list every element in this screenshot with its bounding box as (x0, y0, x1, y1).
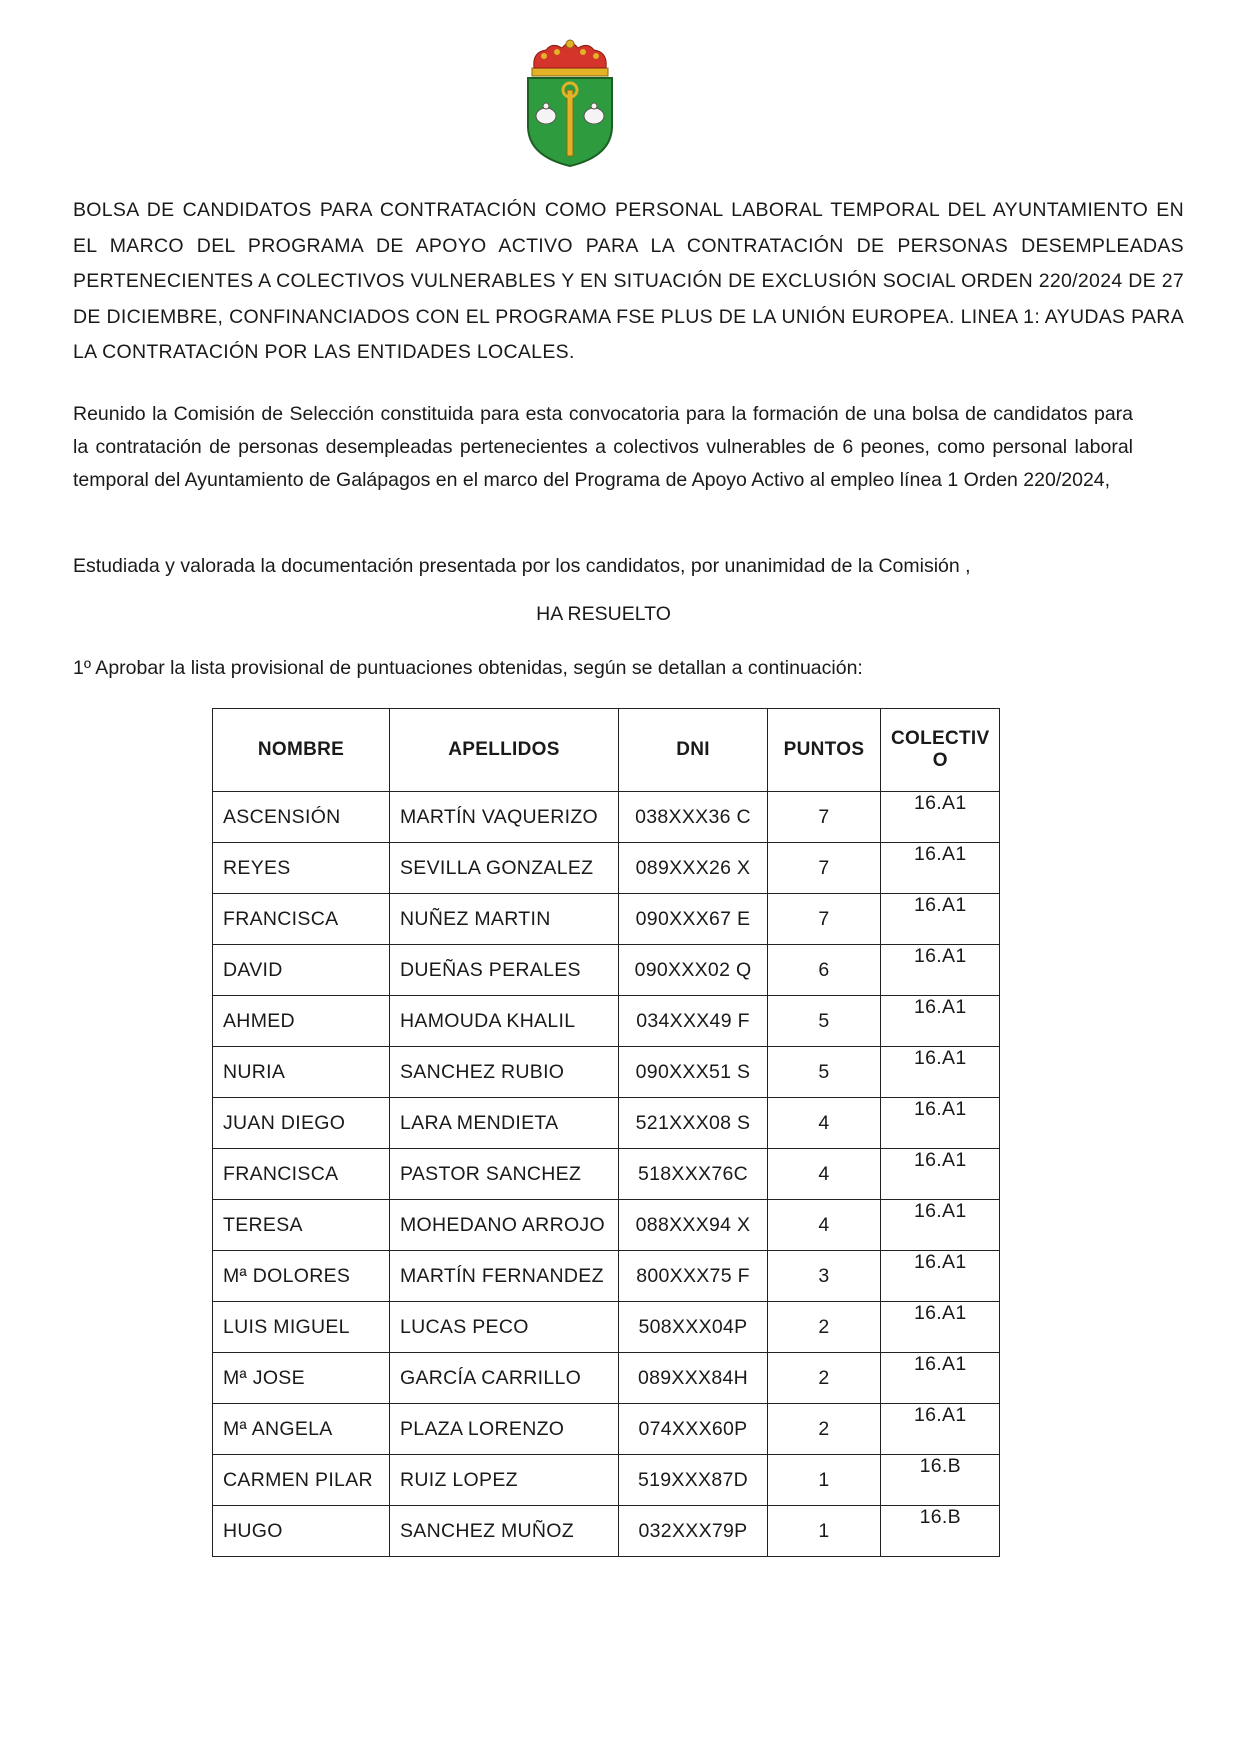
cell-dni: 034XXX49 F (619, 996, 768, 1047)
header-colectivo: COLECTIV O (881, 709, 1000, 792)
intro-paragraph: Reunido la Comisión de Selección constituida para esta convocatoria para la formación de una bolsa de candidatos para la contratación de personas desempleadas pertenecientes a colectivos vulnerables de 6 peones, como personal laboral temporal del Ayuntamiento de Galápagos en el marco del Programa de Apoyo Activo al empleo línea 1 Orden 220/2024, (73, 403, 1133, 491)
table-row (213, 945, 1000, 996)
cell-apellidos: RUIZ LOPEZ (390, 1455, 619, 1506)
cell-puntos: 4 (768, 1098, 881, 1149)
cell-puntos: 6 (768, 945, 881, 996)
cell-nombre: LUIS MIGUEL (213, 1302, 390, 1353)
table-row (213, 792, 1000, 843)
municipal-coat-of-arms-icon (522, 38, 618, 168)
cell-colectivo: 16.B (881, 1455, 1000, 1506)
cell-nombre: Mª DOLORES (213, 1251, 390, 1302)
cell-dni: 800XXX75 F (619, 1251, 768, 1302)
cell-nombre: FRANCISCA (213, 1149, 390, 1200)
resolution-heading: HA RESUELTO (536, 603, 671, 625)
cell-colectivo: 16.A1 (881, 1251, 1000, 1302)
cell-dni: 038XXX36 C (619, 792, 768, 843)
cell-dni: 521XXX08 S (619, 1098, 768, 1149)
header-apellidos: APELLIDOS (390, 709, 619, 792)
table-row (213, 1353, 1000, 1404)
cell-apellidos: HAMOUDA KHALIL (390, 996, 619, 1047)
cell-dni: 074XXX60P (619, 1404, 768, 1455)
cell-dni: 090XXX02 Q (619, 945, 768, 996)
table-row (213, 1506, 1000, 1557)
header-nombre: NOMBRE (213, 709, 390, 792)
table-row (213, 1200, 1000, 1251)
cell-nombre: HUGO (213, 1506, 390, 1557)
table-row (213, 996, 1000, 1047)
cell-apellidos: MARTÍN FERNANDEZ (390, 1251, 619, 1302)
cell-nombre: Mª JOSE (213, 1353, 390, 1404)
cell-nombre: NURIA (213, 1047, 390, 1098)
cell-dni: 032XXX79P (619, 1506, 768, 1557)
cell-nombre: Mª ANGELA (213, 1404, 390, 1455)
cell-puntos: 2 (768, 1353, 881, 1404)
cell-apellidos: SEVILLA GONZALEZ (390, 843, 619, 894)
cell-dni: 090XXX67 E (619, 894, 768, 945)
scores-table (212, 708, 1000, 1557)
cell-nombre: AHMED (213, 996, 390, 1047)
cell-colectivo: 16.A1 (881, 894, 1000, 945)
cell-dni: 518XXX76C (619, 1149, 768, 1200)
cell-nombre: TERESA (213, 1200, 390, 1251)
cell-colectivo: 16.A1 (881, 1200, 1000, 1251)
table-row (213, 1302, 1000, 1353)
cell-nombre: DAVID (213, 945, 390, 996)
cell-colectivo: 16.A1 (881, 996, 1000, 1047)
table-row (213, 1149, 1000, 1200)
cell-colectivo: 16.B (881, 1506, 1000, 1557)
cell-colectivo: 16.A1 (881, 1302, 1000, 1353)
cell-colectivo: 16.A1 (881, 1047, 1000, 1098)
cell-dni: 090XXX51 S (619, 1047, 768, 1098)
cell-dni: 508XXX04P (619, 1302, 768, 1353)
cell-nombre: JUAN DIEGO (213, 1098, 390, 1149)
cell-colectivo: 16.A1 (881, 843, 1000, 894)
cell-nombre: ASCENSIÓN (213, 792, 390, 843)
table-row (213, 1404, 1000, 1455)
cell-colectivo: 16.A1 (881, 1098, 1000, 1149)
cell-colectivo: 16.A1 (881, 1353, 1000, 1404)
cell-apellidos: MARTÍN VAQUERIZO (390, 792, 619, 843)
cell-puntos: 1 (768, 1506, 881, 1557)
cell-nombre: REYES (213, 843, 390, 894)
approval-statement: 1º Aprobar la lista provisional de puntuaciones obtenidas, según se detallan a continuación: (73, 657, 863, 679)
table-row (213, 1098, 1000, 1149)
cell-puntos: 7 (768, 792, 881, 843)
cell-colectivo: 16.A1 (881, 792, 1000, 843)
document-title: BOLSA DE CANDIDATOS PARA CONTRATACIÓN COMO PERSONAL LABORAL TEMPORAL DEL AYUNTAMIENTO EN EL MARCO DEL PROGRAMA DE APOYO ACTIVO PARA LA CONTRATACIÓN DE PERSONAS DESEMPLEADAS PERTENECIENTES A COLECTIVOS VULNERABLES Y EN SITUACIÓN DE EXCLUSIÓN SOCIAL ORDEN 220/2024 DE 27 DE DICIEMBRE, CONFINANCIADOS CON EL PROGRAMA FSE PLUS DE LA UNIÓN EUROPEA. LINEA 1: AYUDAS PARA LA CONTRATACIÓN POR LAS ENTIDADES LOCALES. (73, 199, 1184, 363)
cell-apellidos: LARA MENDIETA (390, 1098, 619, 1149)
cell-apellidos: SANCHEZ RUBIO (390, 1047, 619, 1098)
table-row (213, 1455, 1000, 1506)
cell-puntos: 4 (768, 1149, 881, 1200)
cell-apellidos: NUÑEZ MARTIN (390, 894, 619, 945)
cell-dni: 089XXX84H (619, 1353, 768, 1404)
cell-colectivo: 16.A1 (881, 1404, 1000, 1455)
cell-puntos: 7 (768, 894, 881, 945)
cell-puntos: 2 (768, 1404, 881, 1455)
header-dni: DNI (619, 709, 768, 792)
cell-apellidos: DUEÑAS PERALES (390, 945, 619, 996)
table-row (213, 1047, 1000, 1098)
cell-puntos: 7 (768, 843, 881, 894)
cell-puntos: 4 (768, 1200, 881, 1251)
cell-dni: 519XXX87D (619, 1455, 768, 1506)
study-paragraph: Estudiada y valorada la documentación presentada por los candidatos, por unanimidad de la Comisión , (73, 555, 971, 577)
cell-colectivo: 16.A1 (881, 1149, 1000, 1200)
table-header-row (213, 709, 1000, 792)
cell-puntos: 5 (768, 1047, 881, 1098)
table-row (213, 894, 1000, 945)
cell-apellidos: GARCÍA CARRILLO (390, 1353, 619, 1404)
cell-apellidos: PLAZA LORENZO (390, 1404, 619, 1455)
cell-puntos: 5 (768, 996, 881, 1047)
cell-puntos: 2 (768, 1302, 881, 1353)
cell-dni: 089XXX26 X (619, 843, 768, 894)
cell-dni: 088XXX94 X (619, 1200, 768, 1251)
cell-apellidos: SANCHEZ MUÑOZ (390, 1506, 619, 1557)
header-puntos: PUNTOS (768, 709, 881, 792)
cell-apellidos: LUCAS PECO (390, 1302, 619, 1353)
table-row (213, 1251, 1000, 1302)
cell-nombre: CARMEN PILAR (213, 1455, 390, 1506)
cell-apellidos: PASTOR SANCHEZ (390, 1149, 619, 1200)
cell-apellidos: MOHEDANO ARROJO (390, 1200, 619, 1251)
cell-puntos: 3 (768, 1251, 881, 1302)
cell-nombre: FRANCISCA (213, 894, 390, 945)
cell-puntos: 1 (768, 1455, 881, 1506)
table-row (213, 843, 1000, 894)
cell-colectivo: 16.A1 (881, 945, 1000, 996)
